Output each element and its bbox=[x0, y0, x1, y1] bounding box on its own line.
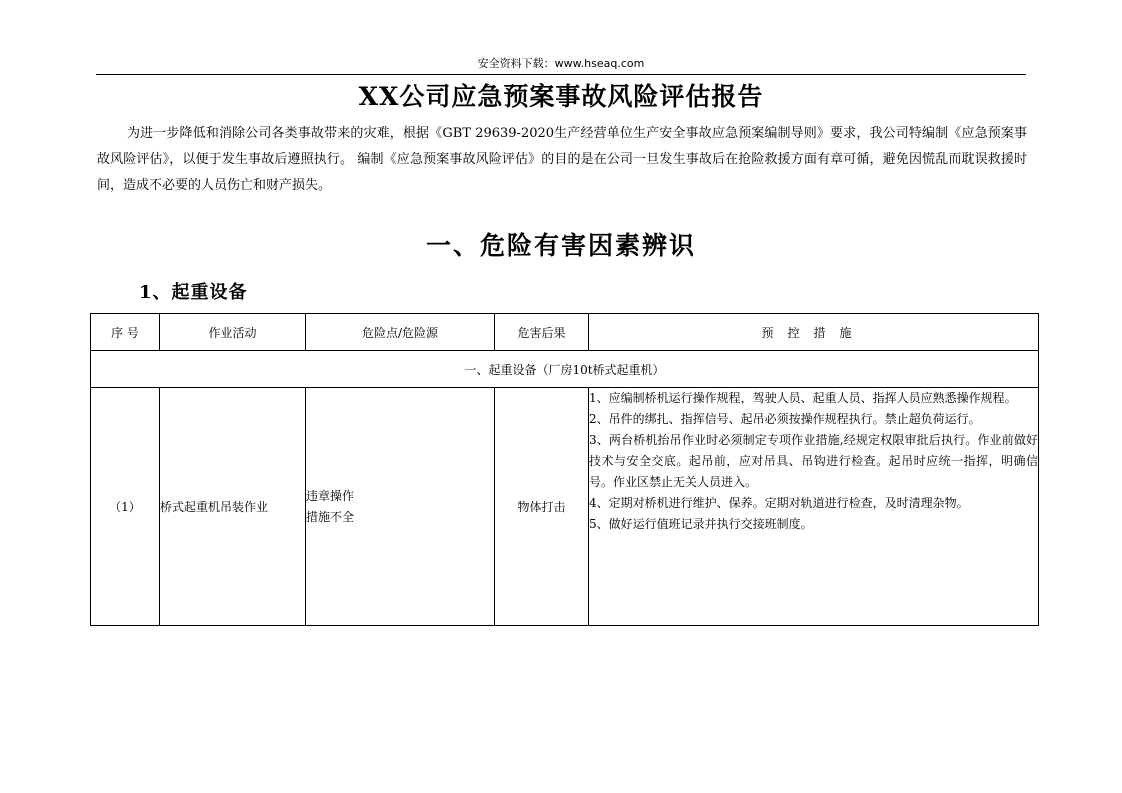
document-title: XX公司应急预案事故风险评估报告 bbox=[358, 82, 764, 111]
cell-consequence: 物体打击 bbox=[495, 388, 589, 626]
hazard-item: 违章操作 bbox=[306, 488, 355, 503]
measure-item: 4、定期对桥机进行维护、保养。定期对轨道进行检查，及时清理杂物。 bbox=[589, 496, 969, 510]
cell-no: （1） bbox=[91, 388, 160, 626]
sub-heading: 1、起重设备 bbox=[139, 282, 248, 303]
column-header-measures: 预控措施 bbox=[589, 314, 1039, 351]
cell-measures bbox=[589, 388, 1039, 626]
intro-paragraph: 为进一步降低和消除公司各类事故带来的灾难，根据《GBT 29639-2020生产经营单位生产安全事故应急预案编制导则》要求，我公司特编制《应急预案事故风险评估》，以便于发生事故后遵照执行。 编制《应急预案事故风险评估》的目的是在公司一旦发生事故后在抢险救援方面有章可循，避免因慌乱而耽误救援时间，造成不必要的人员伤亡和财产损失。 bbox=[97, 126, 1027, 193]
measure-item: 3、两台桥机抬吊作业时必须制定专项作业措施,经规定权限审批后执行。作业前做好技术与安全交底。起吊前，应对吊具、吊钩进行检查。起吊时应统一指挥，明确信号。作业区禁止无关人员进入。 bbox=[589, 433, 1038, 489]
measure-item: 5、做好运行值班记录并执行交接班制度。 bbox=[589, 517, 813, 531]
hazard-item: 措施不全 bbox=[306, 509, 355, 524]
page-header-source: 安全资料下载：www.hseaq.com bbox=[477, 57, 645, 70]
cell-hazards bbox=[306, 388, 495, 626]
column-header-activity: 作业活动 bbox=[160, 314, 306, 351]
table-header-row bbox=[91, 314, 1039, 351]
measure-item: 1、应编制桥机运行操作规程，驾驶人员、起重人员、指挥人员应熟悉操作规程。 bbox=[589, 391, 1017, 405]
measure-item: 2、吊件的绑扎、指挥信号、起吊必须按操作规程执行。禁止超负荷运行。 bbox=[589, 412, 981, 426]
table-group-row bbox=[91, 351, 1039, 388]
cell-activity: 桥式起重机吊装作业 bbox=[160, 388, 306, 626]
column-header-consequence: 危害后果 bbox=[495, 314, 589, 351]
section-heading: 一、危险有害因素辨识 bbox=[425, 231, 696, 260]
column-header-hazard: 危险点/危险源 bbox=[306, 314, 495, 351]
column-header-no: 序 号 bbox=[91, 314, 160, 351]
header-divider bbox=[96, 74, 1026, 75]
table-row bbox=[91, 388, 1039, 626]
risk-assessment-table bbox=[90, 313, 1039, 626]
group-label: 一、起重设备（厂房10t桥式起重机） bbox=[91, 351, 1039, 388]
